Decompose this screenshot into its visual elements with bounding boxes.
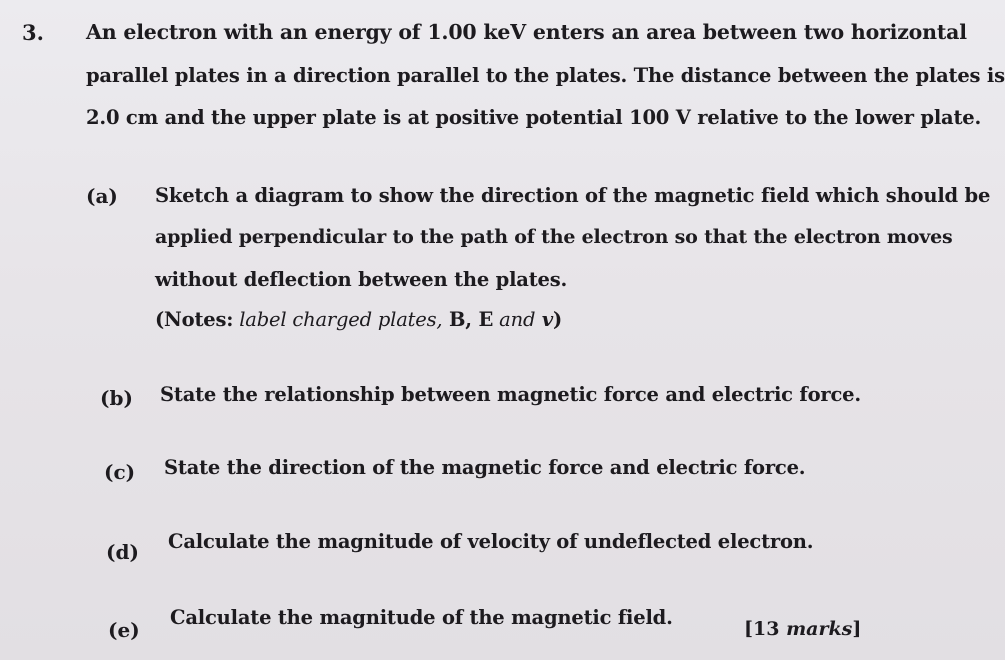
marks-open: [13 — [744, 618, 780, 640]
part-a-line-3: without deflection between the plates. — [155, 268, 568, 291]
part-a-notes — [155, 308, 562, 331]
part-b-text: State the relationship between magnetic force and electric force. — [160, 383, 861, 406]
marks-close: ] — [852, 618, 862, 640]
intro-line-3: 2.0 cm and the upper plate is at positive potential 100 V relative to the lower plate. — [86, 106, 982, 129]
notes-italic-text: label charged plates, — [233, 308, 443, 331]
part-b-label: (b) — [100, 386, 133, 410]
notes-and: and — [493, 308, 536, 331]
notes-b: B, — [442, 308, 472, 331]
part-a-line-2: applied perpendicular to the path of the electron so that the electron moves — [155, 226, 953, 248]
part-d-label: (d) — [106, 540, 139, 564]
intro-line-2: parallel plates in a direction parallel to the plates. The distance between the plates is — [86, 64, 1005, 87]
notes-v: v — [535, 308, 553, 331]
notes-prefix: (Notes: — [155, 308, 234, 331]
notes-e: E — [471, 308, 494, 331]
question-number: 3. — [22, 20, 44, 45]
marks-word: marks — [786, 618, 853, 640]
part-d-text: Calculate the magnitude of velocity of undeflected electron. — [168, 530, 814, 553]
intro-line-1: An electron with an energy of 1.00 keV enters an area between two horizontal — [86, 20, 967, 44]
part-e-text: Calculate the magnitude of the magnetic field. — [170, 606, 673, 629]
part-c-text: State the direction of the magnetic force and electric force. — [164, 456, 806, 479]
part-a-label: (a) — [86, 184, 118, 208]
notes-suffix: ) — [552, 308, 563, 331]
part-c-label: (c) — [104, 460, 136, 484]
part-a-line-1: Sketch a diagram to show the direction of the magnetic field which should be — [155, 184, 991, 207]
part-e-label: (e) — [108, 618, 140, 642]
marks-total — [744, 618, 861, 640]
